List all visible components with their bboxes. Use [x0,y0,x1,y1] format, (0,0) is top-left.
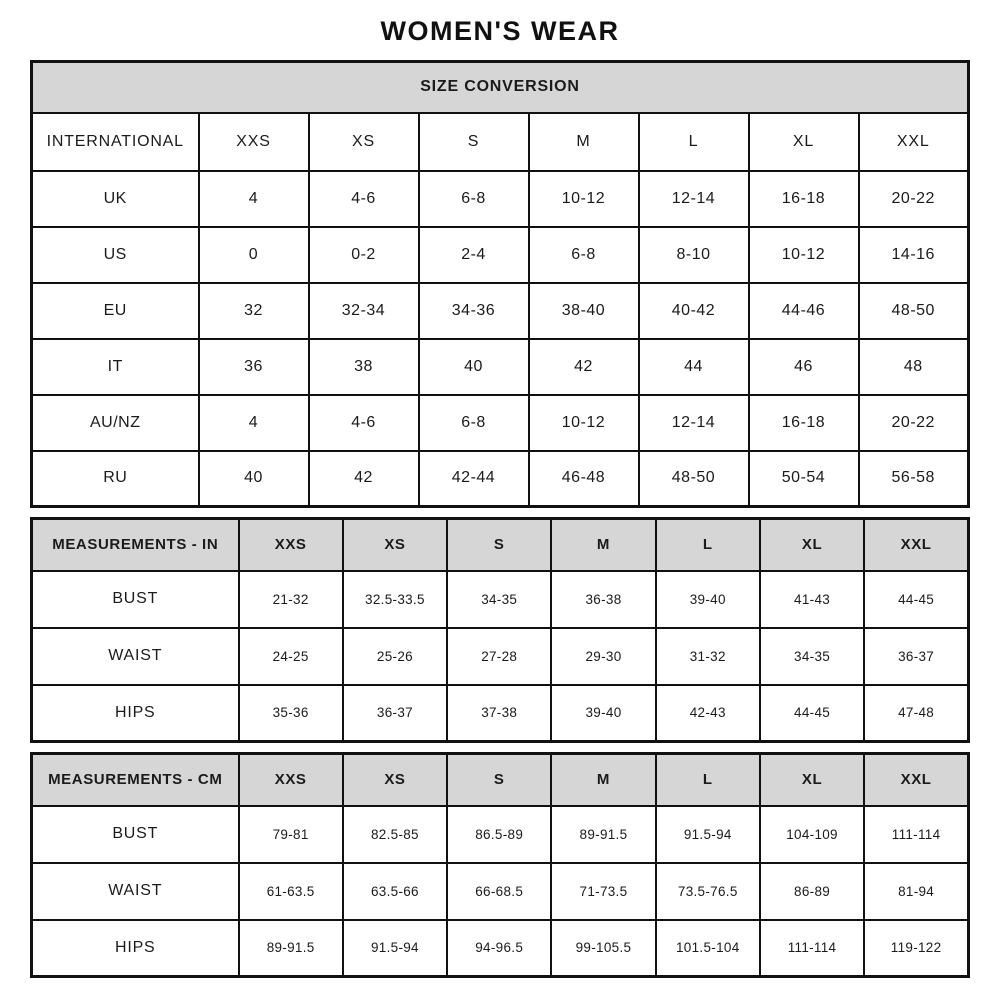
row-label-uk: UK [32,171,199,227]
row-label-us: US [32,227,199,283]
value-cell: 20-22 [859,171,969,227]
value-cell: 25-26 [343,628,447,685]
table-row-uk [32,171,969,227]
value-cell: 48 [859,339,969,395]
row-label-bust: BUST [32,806,239,863]
value-cell: 6-8 [419,395,529,451]
col-header-m: M [529,113,639,171]
col-header-s: S [447,519,551,571]
value-cell: 46 [749,339,859,395]
value-cell: 0-2 [309,227,419,283]
col-header-l: L [656,519,760,571]
value-cell: 56-58 [859,451,969,507]
value-cell: 42-43 [656,685,760,742]
col-header-s: S [447,754,551,806]
value-cell: 48-50 [639,451,749,507]
value-cell: 71-73.5 [551,863,655,920]
row-label-ru: RU [32,451,199,507]
value-cell: 48-50 [859,283,969,339]
value-cell: 16-18 [749,171,859,227]
value-cell: 42-44 [419,451,529,507]
col-header-m: M [551,754,655,806]
value-cell: 91.5-94 [656,806,760,863]
col-header-s: S [419,113,529,171]
value-cell: 10-12 [529,395,639,451]
value-cell: 50-54 [749,451,859,507]
value-cell: 6-8 [419,171,529,227]
col-header-international: INTERNATIONAL [32,113,199,171]
row-label-waist: WAIST [32,863,239,920]
row-label-aunz: AU/NZ [32,395,199,451]
col-header-xxs: XXS [239,519,343,571]
value-cell: 38 [309,339,419,395]
value-cell: 12-14 [639,171,749,227]
col-header-xl: XL [760,519,864,571]
value-cell: 44 [639,339,749,395]
value-cell: 2-4 [419,227,529,283]
value-cell: 10-12 [749,227,859,283]
row-label-bust: BUST [32,571,239,628]
value-cell: 4-6 [309,395,419,451]
table-row-hips-in [32,685,969,742]
value-cell: 36-37 [343,685,447,742]
measurements-in-header-row [32,519,969,571]
row-label-it: IT [32,339,199,395]
value-cell: 14-16 [859,227,969,283]
table-row-hips-cm [32,920,969,977]
value-cell: 27-28 [447,628,551,685]
value-cell: 32 [199,283,309,339]
value-cell: 63.5-66 [343,863,447,920]
value-cell: 111-114 [760,920,864,977]
value-cell: 12-14 [639,395,749,451]
value-cell: 79-81 [239,806,343,863]
table-row-aunz [32,395,969,451]
value-cell: 32-34 [309,283,419,339]
col-header-xxs: XXS [199,113,309,171]
value-cell: 4-6 [309,171,419,227]
value-cell: 6-8 [529,227,639,283]
table-row-waist-cm [32,863,969,920]
table-row-bust-cm [32,806,969,863]
value-cell: 0 [199,227,309,283]
value-cell: 86-89 [760,863,864,920]
value-cell: 34-35 [447,571,551,628]
value-cell: 34-35 [760,628,864,685]
value-cell: 40 [199,451,309,507]
value-cell: 8-10 [639,227,749,283]
table-row-waist-in [32,628,969,685]
value-cell: 37-38 [447,685,551,742]
table-row-bust-in [32,571,969,628]
size-conversion-header-row [32,113,969,171]
value-cell: 66-68.5 [447,863,551,920]
value-cell: 82.5-85 [343,806,447,863]
value-cell: 29-30 [551,628,655,685]
value-cell: 119-122 [864,920,968,977]
value-cell: 34-36 [419,283,529,339]
size-conversion-title: SIZE CONVERSION [32,62,969,113]
value-cell: 89-91.5 [239,920,343,977]
col-header-xl: XL [749,113,859,171]
measurements-cm-table [30,752,970,978]
value-cell: 47-48 [864,685,968,742]
value-cell: 99-105.5 [551,920,655,977]
value-cell: 32.5-33.5 [343,571,447,628]
value-cell: 46-48 [529,451,639,507]
value-cell: 31-32 [656,628,760,685]
col-header-xxl: XXL [864,519,968,571]
size-conversion-table [30,60,970,508]
value-cell: 4 [199,395,309,451]
value-cell: 21-32 [239,571,343,628]
value-cell: 42 [529,339,639,395]
col-header-l: L [639,113,749,171]
measurements-cm-title: MEASUREMENTS - CM [32,754,239,806]
value-cell: 39-40 [656,571,760,628]
table-row-it [32,339,969,395]
value-cell: 40-42 [639,283,749,339]
measurements-in-table [30,517,970,743]
col-header-m: M [551,519,655,571]
size-conversion-banner-row [32,62,969,113]
table-row-ru [32,451,969,507]
col-header-xxs: XXS [239,754,343,806]
value-cell: 91.5-94 [343,920,447,977]
value-cell: 24-25 [239,628,343,685]
value-cell: 86.5-89 [447,806,551,863]
value-cell: 61-63.5 [239,863,343,920]
col-header-xs: XS [343,754,447,806]
row-label-eu: EU [32,283,199,339]
value-cell: 4 [199,171,309,227]
value-cell: 36-37 [864,628,968,685]
value-cell: 44-45 [760,685,864,742]
value-cell: 36-38 [551,571,655,628]
value-cell: 10-12 [529,171,639,227]
value-cell: 20-22 [859,395,969,451]
value-cell: 44-46 [749,283,859,339]
table-row-eu [32,283,969,339]
value-cell: 35-36 [239,685,343,742]
table-row-us [32,227,969,283]
value-cell: 36 [199,339,309,395]
value-cell: 38-40 [529,283,639,339]
value-cell: 73.5-76.5 [656,863,760,920]
row-label-hips: HIPS [32,685,239,742]
measurements-in-title: MEASUREMENTS - IN [32,519,239,571]
col-header-xxl: XXL [864,754,968,806]
value-cell: 44-45 [864,571,968,628]
value-cell: 89-91.5 [551,806,655,863]
measurements-cm-header-row [32,754,969,806]
row-label-waist: WAIST [32,628,239,685]
col-header-xl: XL [760,754,864,806]
value-cell: 42 [309,451,419,507]
col-header-xs: XS [343,519,447,571]
col-header-xs: XS [309,113,419,171]
value-cell: 81-94 [864,863,968,920]
row-label-hips: HIPS [32,920,239,977]
value-cell: 94-96.5 [447,920,551,977]
value-cell: 104-109 [760,806,864,863]
col-header-xxl: XXL [859,113,969,171]
page-title: WOMEN'S WEAR [380,16,620,46]
col-header-l: L [656,754,760,806]
value-cell: 39-40 [551,685,655,742]
value-cell: 16-18 [749,395,859,451]
value-cell: 101.5-104 [656,920,760,977]
value-cell: 41-43 [760,571,864,628]
value-cell: 40 [419,339,529,395]
value-cell: 111-114 [864,806,968,863]
